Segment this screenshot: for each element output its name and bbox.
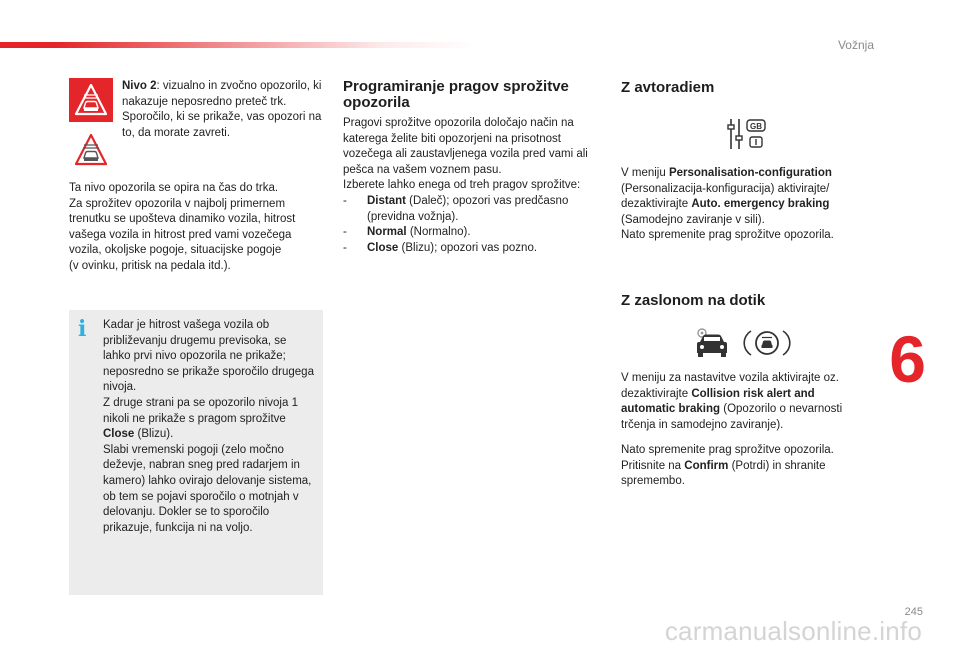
info-paragraph [103, 396, 315, 443]
thresholds-intro: Pragovi sprožitve opozorila določajo način na katerega želite biti opozorjeni na prisotnost vozečega ali zaustavljenega vozila pred vami ali pešca na vašem voznem pasu. [343, 117, 588, 176]
thresholds-heading [343, 79, 593, 111]
audio-settings-icon [726, 116, 768, 152]
instruction-paragraph: Nato spremenite prag sprožitve opozorila. [621, 229, 834, 242]
time-to-collision-paragraph [69, 181, 324, 275]
text-part: Pritisnite na [621, 459, 685, 472]
section-title: Vožnja [837, 38, 874, 52]
para-line: (v ovinku, pritisk na pedala itd.). [69, 259, 231, 272]
emergency-braking-icon [744, 331, 790, 355]
touchscreen-heading [621, 293, 765, 309]
para-line: vašega vozila in hitrost pred vami vozečega [69, 228, 292, 241]
info-text-part: (Blizu). [134, 428, 174, 441]
page-number: 245 [904, 606, 923, 618]
para-line: trenutku se upošteva dinamiko vozila, hitrost [69, 213, 296, 226]
option-text: (Blizu); opozori vas pozno. [398, 241, 538, 254]
option-name: Close [367, 241, 399, 254]
option-name: Distant [367, 194, 406, 207]
dash: - [343, 194, 347, 207]
thresholds-choose: Izberete lahko enega od treh pragov sprožitve: [343, 179, 581, 192]
threshold-option-close [343, 241, 603, 257]
info-text-part: Z druge strani pa se opozorilo nivoja 1 nikoli ne prikaže s pragom sprožitve [103, 396, 298, 425]
para-line: Za sprožitev opozorila v najbolj primernem [69, 197, 286, 210]
car-settings-icon [697, 329, 727, 357]
watermark: carmanualsonline.info [664, 616, 922, 646]
confirm-label: Confirm [684, 459, 729, 472]
option-name: Normal [367, 226, 407, 239]
para-line: vozila, okoljske pogoje, situacijske pogoje [69, 244, 282, 257]
info-note-text [103, 318, 315, 536]
chapter-number: 6 [889, 322, 926, 396]
instruction-paragraph [621, 459, 861, 490]
text-part: (Personalizacija-konfiguracija) aktivirajte/ dezaktivirajte [621, 182, 830, 211]
touchscreen-icons [692, 325, 792, 361]
heading-text: Z zaslonom na dotik [621, 292, 766, 309]
menu-name: Personalisation-configuration [668, 167, 832, 179]
collision-warning-icon-red [69, 78, 113, 122]
dash: - [343, 226, 347, 239]
function-name: Collision risk alert and automatic braking [621, 387, 815, 416]
audio-system-instructions [621, 166, 861, 244]
option-text: (Daleč); opozori vas predčasno (previdna vožnja). [367, 194, 569, 223]
info-bold-part: Close [103, 428, 135, 441]
dash: - [343, 241, 347, 254]
heading-text: Z avtoradiem [621, 79, 715, 96]
text-part: (Opozorilo o nevarnosti trčenja in samodejno zaviranje). [621, 403, 843, 431]
confirm-instructions [621, 443, 861, 490]
info-icon: i [78, 316, 87, 342]
info-paragraph: Kadar je hitrost vašega vozila ob približevanju drugemu previsoka, se lahko prvi nivo opozorila ne prikaže; neposredno se prikaže sporočilo drugega nivoja. [103, 319, 314, 394]
collision-warning-icon-outline [69, 128, 113, 172]
level-2-description [122, 79, 327, 141]
threshold-option-normal [343, 225, 603, 241]
text-part: (Samodejno zaviranje v sili). [621, 213, 765, 226]
function-name: Auto. emergency braking [691, 198, 830, 211]
touchscreen-instructions [621, 371, 861, 433]
heading-text: Programiranje pragov sprožitve opozorila [343, 78, 569, 111]
text-part: V meniju za nastavitve vozila aktivirajte oz. dezaktivirajte [621, 372, 839, 400]
option-text: (Normalno). [406, 226, 471, 239]
info-note-box [69, 310, 323, 595]
threshold-option-distant [343, 194, 603, 225]
instruction-paragraph: Nato spremenite prag sprožitve opozorila. [621, 444, 834, 456]
para-line: Ta nivo opozorila se opira na čas do trka. [69, 182, 279, 194]
level-label: Nivo 2 [122, 80, 157, 92]
instruction-paragraph [621, 371, 861, 433]
audio-system-heading [621, 80, 714, 96]
thresholds-body [343, 116, 603, 256]
text-part: (Potrdi) in shranite spremembo. [621, 459, 826, 488]
level-text: : vizualno in zvočno opozorilo, ki nakazuje neposredno preteč trk. Sporočilo, ki se prikaže, vas opozori na to, da morate zavreti. [122, 80, 322, 139]
info-paragraph: Slabi vremenski pogoji (zelo močno deževje, nabran sneg pred radarjem in kamero) lahko ovirajo delovanje sistema, ob tem se pojavi sporočilo o motnjah v delovanju. Dokler se to sporočilo prikazuje, funkcija ni na voljo. [103, 443, 312, 534]
gb-label: GB [750, 122, 762, 131]
text-part: V meniju [621, 167, 669, 179]
instruction-paragraph [621, 166, 861, 228]
header-accent-bar [0, 42, 480, 48]
